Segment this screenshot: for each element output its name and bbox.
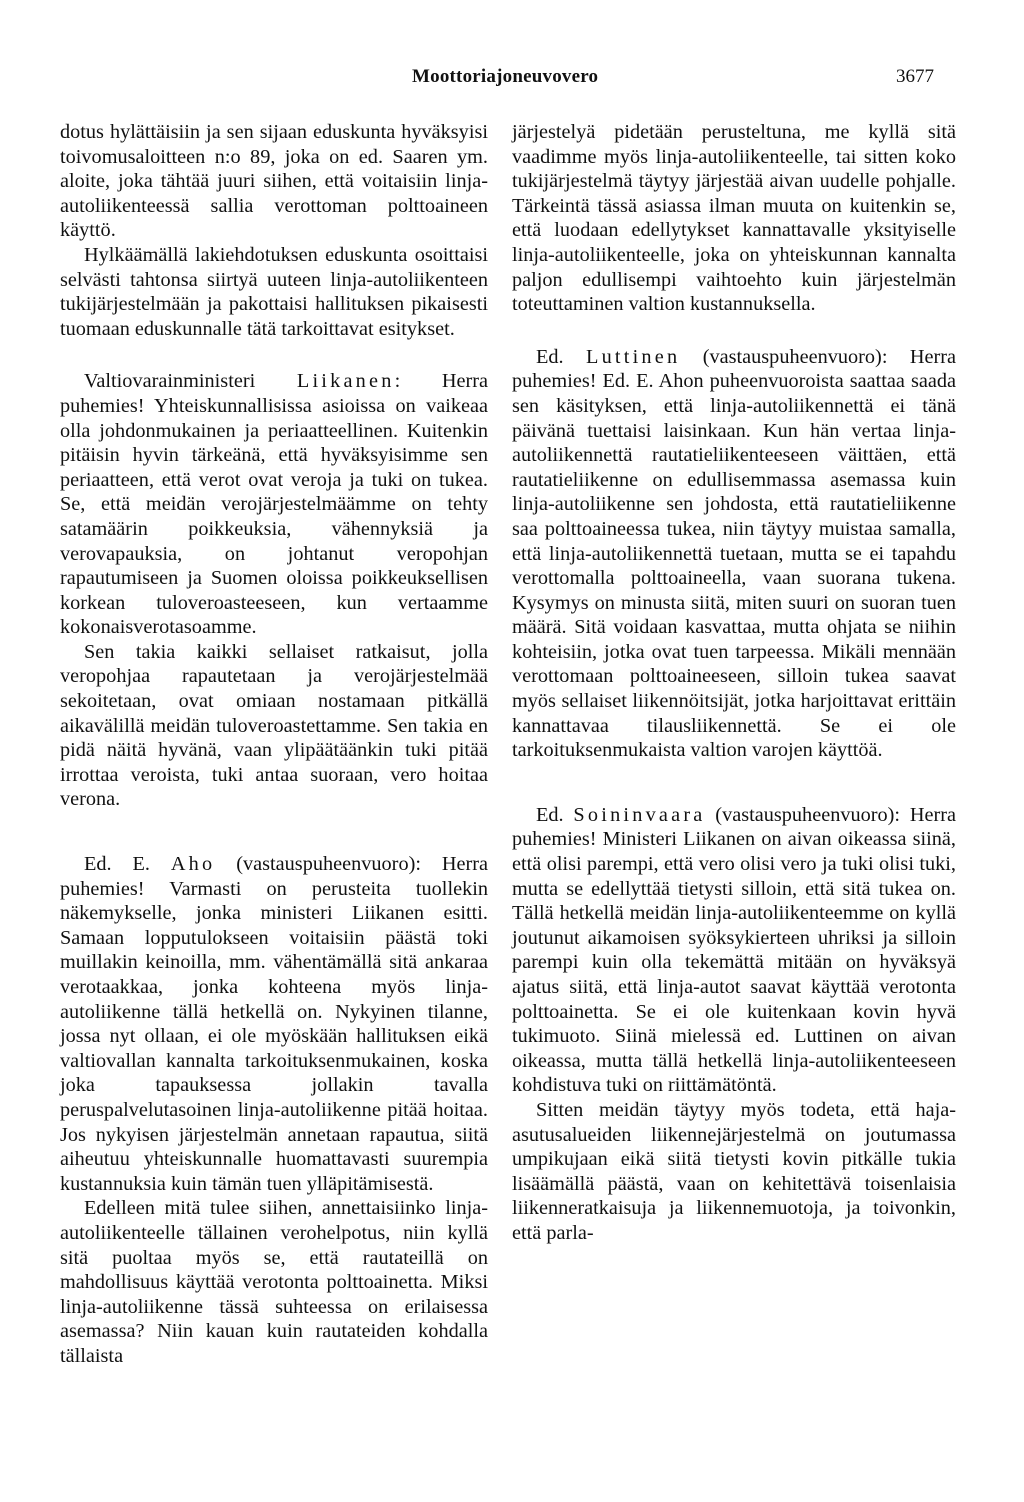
speaker-title: Ed. E. xyxy=(84,853,171,876)
running-title: Moottoriajoneuvovero xyxy=(412,66,599,87)
speech-text: (vastauspuheenvuoro): Herra puhemies! Ministeri Liikanen on aivan oikeassa siinä, että olisi parempi, että vero olisi vero ja tuki olisi tuki, mutta se edellyttää tietysti silloin, että sitä tukea on. Tällä hetkellä meidän linja-autoliikenteemme on kyllä joutunut aikamoisen syöksykierteen uhriksi ja silloin parempi kuin olla tekemättä mitään on hyväksyä ajatus siitä, että linja-autot saavat käyttää verotonta polttoainetta. Se ei ole kuitenkaan kovin hyvä tukimuoto. Siinä mielessä ed. Luttinen on aivan oikeassa, mutta tällä hetkellä linja-autoliikenteeseen kohdistuva tuki on riittämätöntä. xyxy=(512,803,957,1097)
paragraph: Sitten meidän täytyy myös todeta, että haja-asutusalueiden liikennejärjestelmä on joutumassa umpikujaan eikä siitä tietysti kovin pitkälle tukia lisäämällä päästä, vaan on kehitettävä toisenlaisia liikenneratkaisuja ja liikennemuotoja, ja toivonkin, että parla- xyxy=(512,1098,956,1244)
page-number: 3677 xyxy=(896,66,934,87)
speaker-title: Valtiovarainministeri xyxy=(84,370,297,393)
paragraph: Sen takia kaikki sellaiset ratkaisut, jolla veropohjaa rapautetaan ja verojärjestelmää sekoitetaan, ovat omiaan nostamaan pitkällä aikavälillä meidän tuloveroastettamme. Sen takia en pidä näitä hyvänä, vaan ylipäätäänkin tuki pitää irrottaa veroista, tuki antaa suoraan, vero hoitaa verona. xyxy=(60,640,488,811)
speaker-name: Soininvaara xyxy=(573,803,706,826)
speech-soininvaara xyxy=(512,803,956,1098)
speech-text: : Herra puhemies! Yhteiskunnallisissa asioissa on vaikeaa olla johdonmukainen ja periaatteellinen. Kuitenkin pitäisin hyvin tärkeänä, että hyväksyisimme sen periaatteen, että verot ovat veroja ja tuki on tukea. Se, että meidän verojärjestelmäämme on tehty satamäärin poikkeuksia, vähennyksiä ja verovapauksia, on johtanut veropohjan rapautumiseen ja Suomen oloissa poikkeuksellisen korkean tuloveroasteeseen, kun vertaamme kokonaisverotasoamme. xyxy=(60,370,488,639)
paragraph: Hylkäämällä lakiehdotuksen eduskunta osoittaisi selvästi tahtonsa siirtyä uuteen linja-autoliikenteen tukijärjestelmään ja pakottaisi hallituksen pikaisesti tuomaan eduskunnalle tätä tarkoittavat esitykset. xyxy=(60,243,488,340)
paragraph: Edelleen mitä tulee siihen, annettaisiinko linja-autoliikenteelle tällainen verohelpotus, niin kyllä sitä puoltaa myös se, että rautateillä on mahdollisuus käyttää verotonta polttoainetta. Miksi linja-autoliikenne tässä suhteessa on erilaisessa asemassa? Niin kauan kuin rautateiden kohdalla tällaista xyxy=(60,1197,488,1367)
speaker-name: Luttinen xyxy=(586,345,681,368)
speaker-name: Aho xyxy=(170,853,216,876)
page-header xyxy=(0,66,1024,96)
paragraph: dotus hylättäisiin ja sen sijaan eduskunta hyväksyisi toivomusaloitteen n:o 89, joka on ed. Saaren ym. aloite, joka tähtää juuri siihen, että voitaisiin linja-autoliikenteessä sallia verottoman polttoaineen käyttö. xyxy=(60,121,488,242)
speech-liikanen xyxy=(60,369,488,640)
speaker-title: Ed. xyxy=(536,803,574,826)
left-column xyxy=(60,120,488,1369)
speech-text: (vastauspuheenvuoro): Herra puhemies! Varmasti on perusteita tuollekin näkemykselle, jonka ministeri Liikanen esitti. Samaan lopputulokseen voitaisiin päästä toki muillakin keinoilla, mm. vähentämällä sitä ankaraa verotaakkaa, jonka kohteena myös linja-autoliikenne tällä hetkellä on. Nykyinen tilanne, jossa nyt ollaan, ei ole myöskään hallituksen eikä valtiovallan kannalta tarkoituksenmukainen, koska joka tapauksessa jollakin tavalla peruspalvelutasoinen linja-autoliikenne pitää hoitaa. Jos nykyisen järjestelmän annetaan rapautua, siitä aiheutuu yhteiskunnalle huomattavasti suurempia kustannuksia kuin tämän tuen ylläpitämisestä. xyxy=(60,853,489,1195)
speaker-name: Liikanen xyxy=(296,370,395,393)
speaker-title: Ed. xyxy=(536,345,586,368)
speech-luttinen xyxy=(512,345,956,763)
paragraph: järjestelyä pidetään perusteltuna, me kyllä sitä vaadimme myös linja-autoliikenteelle, tai sitten koko tukijärjestelmä täytyy järjestää aivan uudelle pohjalle. Tärkeintä tässä asiassa ilman muuta on kuitenkin se, että luodaan edellytykset kannattavalle yksityiselle linja-autoliikenteelle, joka on yhteiskunnan kannalta paljon edullisempi vaihtoehto kuin järjestelmän toteuttaminen valtion kustannuksella. xyxy=(512,121,956,316)
speech-aho xyxy=(60,852,488,1196)
right-column xyxy=(512,120,956,1246)
speech-text: (vastauspuheenvuoro): Herra puhemies! Ed. E. Ahon puheenvuoroista saattaa saada sen käsityksen, että linja-autoliikennettä ei tänä päivänä tuettaisi laisinkaan. Kun hän vertaa linja-autoliikennettä rautatieliikenteeseen väittäen, että rautatieliikenne on edullisemmassa asemassa kuin linja-autoliikenne sen johdosta, että rautatieliikenne saa polttoaineessa tukea, niin täytyy muistaa samalla, että linja-autoliikennettä tuetaan, mutta se ei tapahdu verottomalla polttoaineella, vaan suorana tukena. Kysymys on minusta siitä, miten suuri on suoran tuen määrä. Sitä voidaan kasvattaa, mutta ohjata se niihin kohteisiin, jotka ovat tuen tarpeessa. Mikäli mennään verottomaan polttoaineeseen, silloin tukea saavat myös sellaiset liikennöitsijät, jotka harjoittavat erittäin kannattavaa tilausliikennettä. Se ei ole tarkoituksenmukaista valtion varojen käyttöä. xyxy=(512,345,957,762)
